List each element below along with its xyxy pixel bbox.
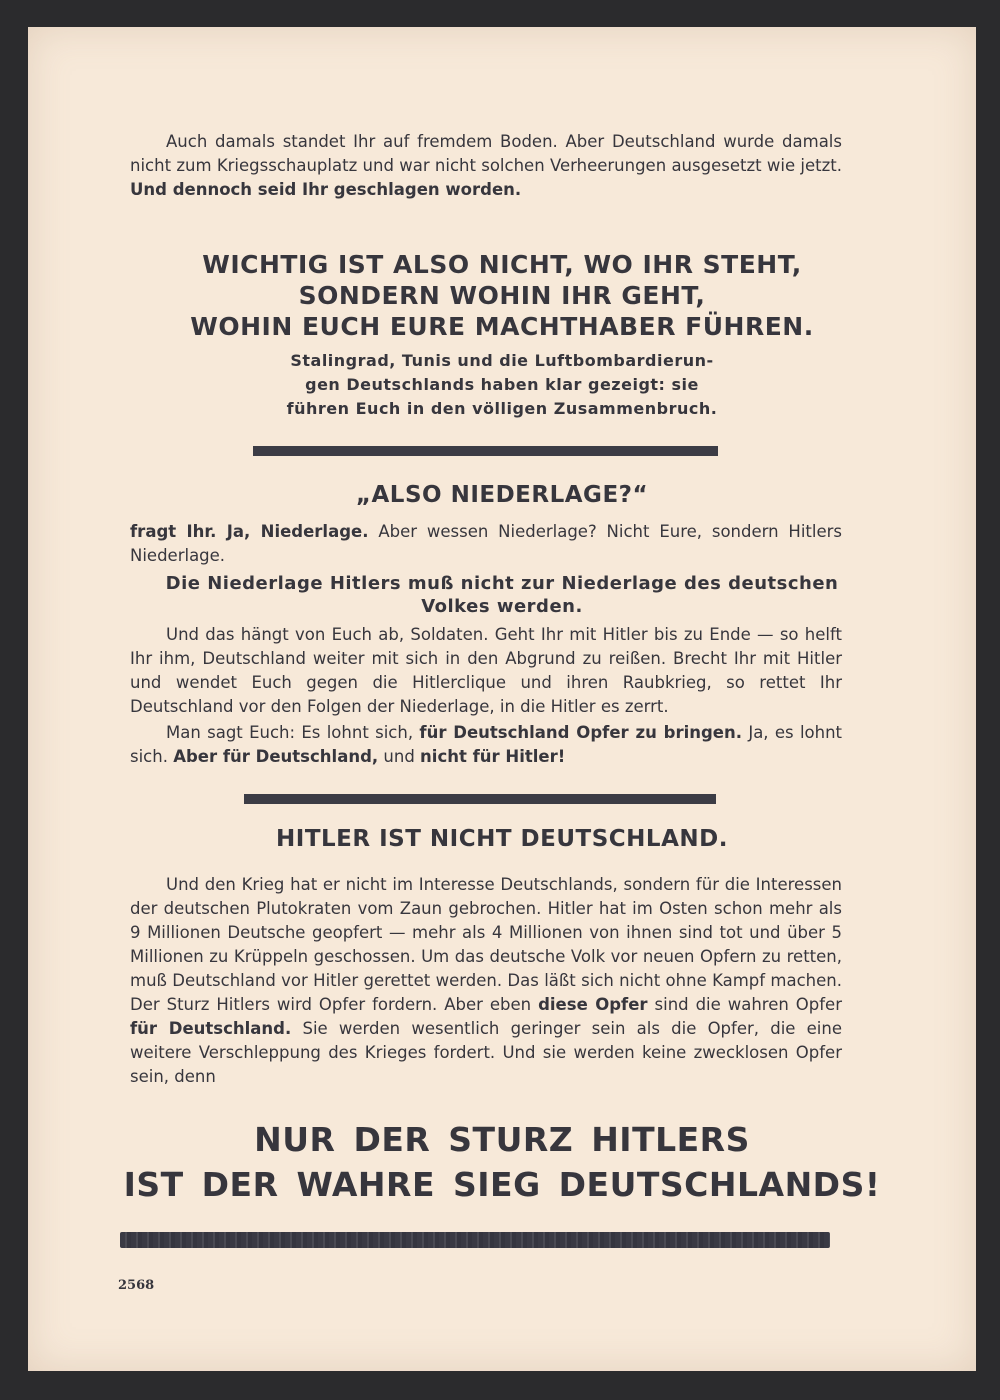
opfer-text-1: Man sagt Euch: Es lohnt sich,: [166, 723, 420, 742]
section-2-intro-text: Aber wessen Niederlage? Nicht Eure, sondern Hitlers Niederlage.: [130, 522, 842, 565]
intro-bold-text: Und dennoch seid Ihr geschlagen worden.: [130, 180, 522, 199]
section-3-text-2: sind die wahren Opfer: [647, 995, 842, 1014]
section-2-intro: [130, 520, 842, 568]
section-2-opfer-paragraph: [130, 721, 842, 769]
section-2-body: Und das hängt von Euch ab, Soldaten. Geht Ihr mit Hitler bis zu Ende — so helft Ihr ihm, Deutschland weiter mit sich in den Abgrund zu reißen. Brecht Ihr mit Hitler und wendet Euch gegen die Hitlerclique und ihren Raubkrieg, so rettet Ihr Deutschland vor den Folgen der Niederlage, in die Hitler es zerrt.: [130, 625, 842, 716]
headline-line-1: WICHTIG IST ALSO NICHT, WO IHR STEHT,: [202, 250, 802, 279]
section-3-title: HITLER IST NICHT DEUTSCHLAND.: [276, 826, 728, 852]
section-2-subhead: [28, 572, 976, 618]
stalingrad-line-3: führen Euch in den völligen Zusammenbruch.: [286, 399, 718, 418]
section-2-subhead-line-1: Die Niederlage Hitlers muß nicht zur Niederlage des deutschen: [165, 573, 839, 594]
stalingrad-line-2: gen Deutschlands haben klar gezeigt: sie: [305, 375, 699, 394]
opfer-bold-2: Aber für Deutschland,: [173, 747, 379, 766]
headline-line-2: SONDERN WOHIN IHR GEHT,: [298, 281, 706, 310]
final-slogan-line-2: IST DER WAHRE SIEG DEUTSCHLANDS!: [123, 1165, 881, 1204]
intro-text: Auch damals standet Ihr auf fremdem Boden. Aber Deutschland wurde damals nicht zum Kriegsschauplatz und war nicht solchen Verheerungen ausgesetzt wie jetzt.: [130, 132, 842, 175]
opfer-text-3: und: [378, 747, 421, 766]
opfer-bold-3: nicht für Hitler!: [420, 747, 566, 766]
headline-line-3: WOHIN EUCH EURE MACHTHABER FÜHREN.: [190, 312, 814, 341]
final-slogan-line-1: NUR DER STURZ HITLERS: [254, 1120, 750, 1159]
final-slogan: [28, 1117, 976, 1207]
section-2-title: „ALSO NIEDERLAGE?“: [355, 482, 649, 508]
section-2-intro-bold: fragt Ihr. Ja, Niederlage.: [130, 522, 369, 541]
section-3-text-1: Und den Krieg hat er nicht im Interesse Deutschlands, sondern für die Interessen der deutschen Plutokraten vom Zaun gebrochen. Hitler hat im Osten schon mehr als 9 Millionen Deutsche geopfert — mehr als 4 Millionen von ihnen sind tot und über 5 Millionen zu Krüppeln geschossen. Um das deutsche Volk vor neuen Opfern zu retten, muß Deutschland vor Hitler gerettet werden. Das läßt sich nicht ohne Kampf machen. Der Sturz Hitlers wird Opfer fordern. Aber eben: [130, 875, 842, 1014]
divider-rule-1: [253, 446, 718, 456]
section-3-body: [130, 873, 842, 1089]
section-2-subhead-line-2: Volkes werden.: [421, 596, 583, 617]
leaflet-page: [28, 27, 976, 1371]
section-3-bold-2: für Deutschland.: [130, 1019, 292, 1038]
section-3-bold-1: diese Opfer: [538, 995, 648, 1014]
divider-rule-2: [244, 794, 716, 804]
headline-important: [28, 249, 976, 342]
intro-paragraph: [130, 130, 842, 202]
stalingrad-block: [28, 349, 976, 421]
opfer-text-2: Ja, es lohnt sich.: [130, 723, 843, 766]
leaflet-number: 2568: [118, 1278, 155, 1293]
stalingrad-line-1: Stalingrad, Tunis und die Luftbombardierun-: [290, 351, 714, 370]
opfer-bold-1: für Deutschland Opfer zu bringen.: [419, 723, 743, 742]
divider-rule-3: [120, 1232, 830, 1248]
section-3-text-3: Sie werden wesentlich geringer sein als die Opfer, die eine weitere Verschleppung des Krieges fordert. Und sie werden keine zwecklosen Opfer sein, denn: [130, 1019, 842, 1086]
